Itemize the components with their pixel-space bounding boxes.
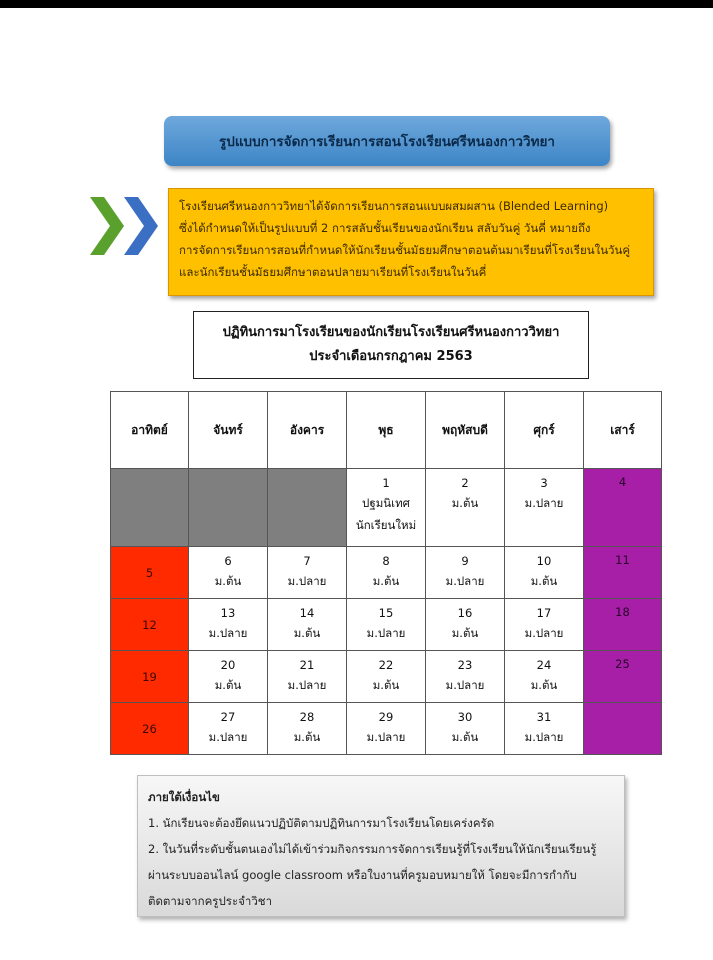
sunday-cell: 26 [111,703,189,755]
day-header-friday: ศุกร์ [505,392,584,469]
day-cell [347,469,426,547]
sunday-cell: 19 [111,651,189,703]
day-label: ม.ปลาย [445,678,485,692]
day-number: 1 [382,476,390,490]
day-label: ม.ปลาย [366,730,406,744]
saturday-cell [584,547,662,599]
empty-day-cell [111,469,189,547]
day-label: ม.ปลาย [208,626,248,640]
day-number: 13 [220,606,236,620]
day-label: ม.ต้น [451,496,479,510]
day-header-wednesday: พุธ [347,392,426,469]
notice-line: โรงเรียนศรีหนองกาววิทยาได้จัดการเรียนการสอนแบบผสมผสาน (Blended Learning) [179,199,609,213]
day-label: ม.ต้น [372,678,400,692]
day-number: 2 [461,476,469,490]
day-label: ม.ปลาย [208,730,248,744]
day-label: ม.ต้น [372,574,400,588]
day-cell [347,599,426,651]
empty-day-cell [189,469,268,547]
day-header-thursday: พฤหัสบดี [426,392,505,469]
page-title: รูปแบบการจัดการเรียนการสอนโรงเรียนศรีหนองกาววิทยา [164,116,610,166]
day-cell [426,703,505,755]
day-cell [268,599,347,651]
calendar-week-row [111,599,662,651]
green-chevron-icon [90,197,124,255]
day-cell [505,469,584,547]
day-label: ม.ปลาย [524,626,564,640]
condition-line: ผ่านระบบออนไลน์ google classroom หรือใบงานที่ครูมอบหมายให้ โดยจะมีการกำกับ [148,868,577,882]
day-header-tuesday: อังคาร [268,392,347,469]
day-number: 3 [540,476,548,490]
day-number: 23 [457,658,473,672]
day-number: 14 [299,606,315,620]
saturday-cell [584,599,662,651]
day-cell [189,547,268,599]
day-label: ม.ต้น [530,678,558,692]
day-number: 6 [224,554,232,568]
day-number: 8 [382,554,390,568]
calendar-header-row [111,392,662,469]
day-header-monday: จันทร์ [189,392,268,469]
sunday-cell: 5 [111,547,189,599]
blended-learning-notice [168,188,654,296]
day-cell [347,547,426,599]
notice-line: ซึ่งได้กำหนดให้เป็นรูปแบบที่ 2 การสลับชั้นเรียนของนักเรียน สลับวันคู่ วันคี่ หมายถึง [179,221,591,235]
day-cell [426,599,505,651]
condition-line: 2. ในวันที่ระดับชั้นตนเองไม่ได้เข้าร่วมกิจกรรมการจัดการเรียนรู้ที่โรงเรียนให้นักเรียนเรียนรู้ [148,842,597,856]
day-number: 25 [615,657,630,671]
blue-chevron-icon [124,197,158,255]
day-cell [189,703,268,755]
saturday-cell [584,651,662,703]
day-number: 31 [536,710,552,724]
day-label: ม.ต้น [293,626,321,640]
day-cell [505,547,584,599]
day-cell [268,703,347,755]
day-label: ม.ต้น [530,574,558,588]
day-label: นักเรียนใหม่ [355,518,417,532]
day-cell [505,651,584,703]
day-cell [268,547,347,599]
sunday-cell: 12 [111,599,189,651]
notice-line: การจัดการเรียนการสอนที่กำหนดให้นักเรียนชั้นมัธยมศึกษาตอนต้นมาเรียนที่โรงเรียนในวันคู่ [179,243,631,257]
conditions-box [137,775,625,917]
notice-line: และนักเรียนชั้นมัธยมศึกษาตอนปลายมาเรียนที่โรงเรียนในวันคี่ [179,265,487,279]
schedule-title-box [193,311,589,379]
day-number: 27 [220,710,236,724]
day-label: ม.ต้น [214,678,242,692]
day-number: 10 [536,554,552,568]
saturday-cell [584,703,662,755]
day-number: 30 [457,710,473,724]
day-label: ม.ต้น [451,730,479,744]
day-number: 24 [536,658,552,672]
day-number: 15 [378,606,394,620]
day-cell [426,469,505,547]
day-number: 16 [457,606,473,620]
condition-line: 1. นักเรียนจะต้องยึดแนวปฏิบัติตามปฏิทินการมาโรงเรียนโดยเคร่งครัด [148,816,495,830]
day-cell [189,599,268,651]
day-label: ม.ต้น [451,626,479,640]
top-black-bar [0,0,713,8]
saturday-cell [584,469,662,547]
day-label: ม.ปลาย [445,574,485,588]
day-label: ม.ปลาย [524,496,564,510]
day-header-saturday: เสาร์ [584,392,662,469]
calendar-week-row [111,703,662,755]
day-number: 29 [378,710,394,724]
attendance-calendar [110,391,662,755]
day-label: ม.ต้น [293,730,321,744]
day-number: 4 [618,475,627,489]
day-number: 28 [299,710,315,724]
day-label: ม.ปลาย [287,574,327,588]
day-label: ม.ต้น [214,574,242,588]
schedule-month: ประจำเดือนกรกฎาคม 2563 [309,349,473,364]
conditions-heading: ภายใต้เงื่อนไข [148,790,220,804]
condition-line: ติดตามจากครูประจำวิชา [148,894,273,908]
day-number: 18 [615,605,630,619]
day-number: 20 [220,658,236,672]
day-number: 7 [303,554,311,568]
day-cell [426,547,505,599]
day-number: 17 [536,606,552,620]
day-number: 22 [378,658,394,672]
day-cell [505,599,584,651]
day-label: ปฐมนิเทศ [362,496,410,510]
day-header-sunday: อาทิตย์ [111,392,189,469]
day-number: 9 [461,554,469,568]
day-label: ม.ปลาย [366,626,406,640]
day-label: ม.ปลาย [287,678,327,692]
day-cell [347,651,426,703]
day-cell [426,651,505,703]
day-label: ม.ปลาย [524,730,564,744]
calendar-week-row [111,651,662,703]
schedule-title: ปฏิทินการมาโรงเรียนของนักเรียนโรงเรียนศรีหนองกาววิทยา [222,325,560,340]
day-cell [189,651,268,703]
day-cell [505,703,584,755]
day-cell [268,651,347,703]
day-number: 21 [299,658,315,672]
empty-day-cell [268,469,347,547]
calendar-week-row [111,469,662,547]
day-cell [347,703,426,755]
day-number: 11 [615,553,630,567]
calendar-week-row [111,547,662,599]
